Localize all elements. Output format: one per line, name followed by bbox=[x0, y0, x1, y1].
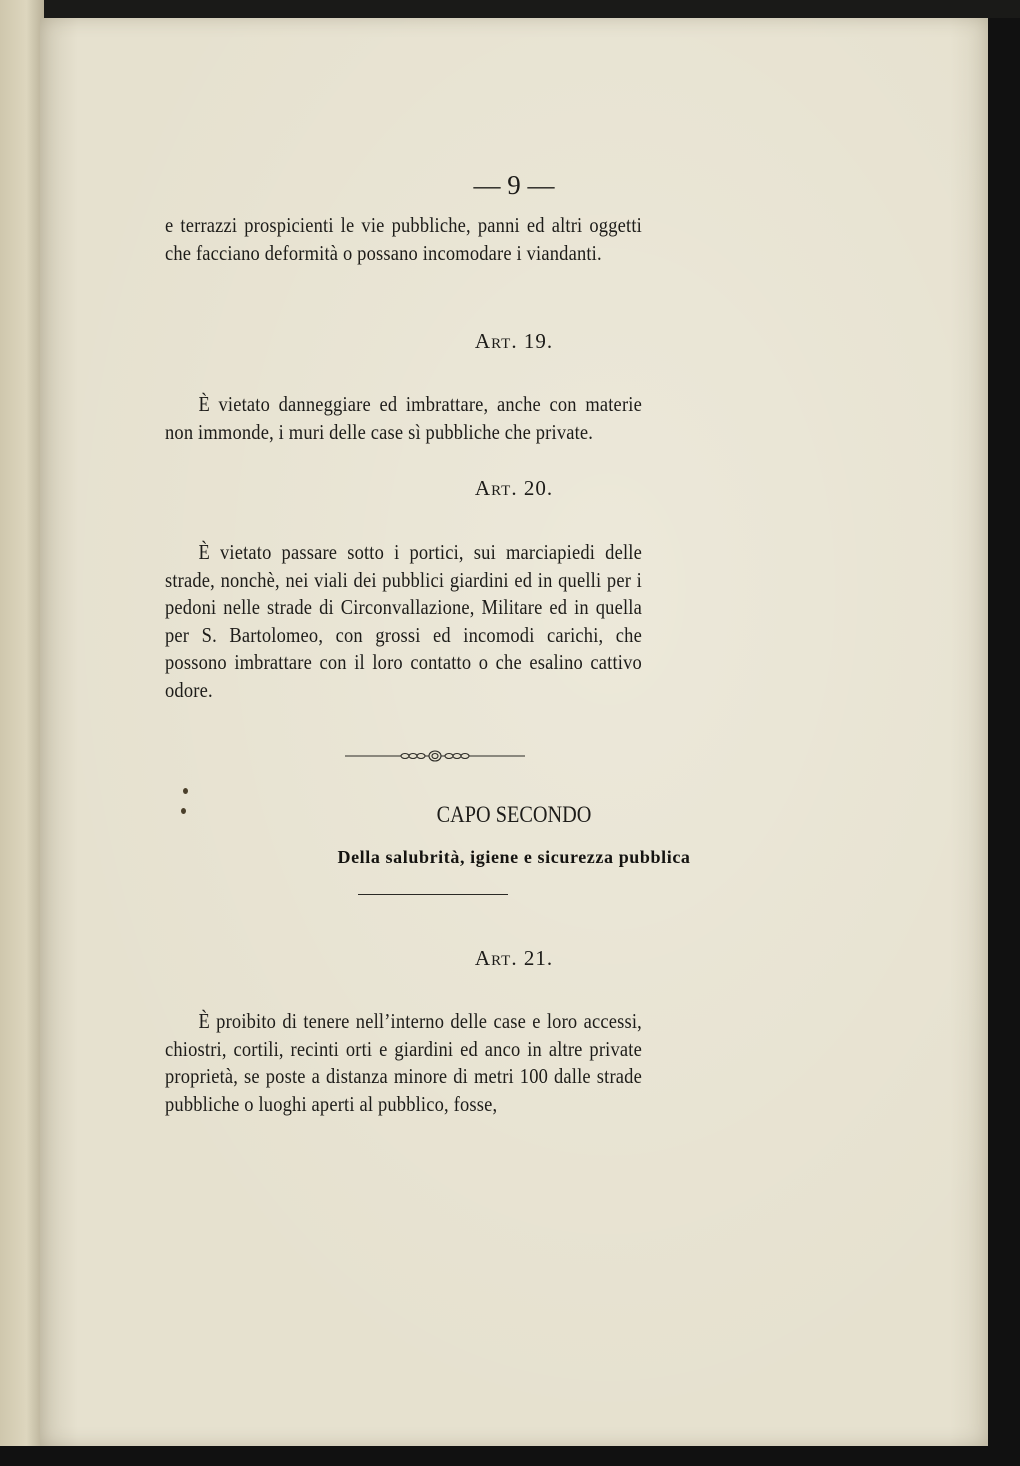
article-20-heading bbox=[40, 476, 988, 501]
page-number: — 9 — bbox=[473, 170, 555, 200]
scan-border-bottom bbox=[0, 1446, 1020, 1466]
continuation-text: e terrazzi prospicienti le vie pubbliche, panni ed altri oggetti che facciano deformità o possano incomodare i viandanti. bbox=[165, 213, 642, 265]
book-page bbox=[40, 18, 988, 1446]
continuation-paragraph bbox=[165, 212, 642, 267]
article-21-text: È proibito di tenere nell’interno delle case e loro accessi, chiostri, cortili, recinti orti e giardini ed anco in altre private proprietà, se poste a distanza minore di metri 100 dalle strade pubbliche o luoghi aperti al pubblico, fosse, bbox=[165, 1009, 642, 1116]
subtitle-rule bbox=[358, 894, 508, 895]
facing-page-edge bbox=[0, 0, 44, 1466]
article-19-paragraph bbox=[165, 391, 642, 446]
article-19-heading bbox=[40, 329, 988, 354]
article-20-text: È vietato passare sotto i portici, sui marciapiedi delle strade, nonchè, nei viali dei pubblici giardini ed in quelli per i pedoni nelle strade di Circonvallazione, Militare ed in quella per S. Bartolomeo, con grossi ed incomodi carichi, che possono imbrattare con il loro contatto o che esalino cattivo odore. bbox=[165, 540, 642, 702]
chapter-subtitle: Della salubrità, igiene e sicurezza pubblica bbox=[337, 847, 691, 867]
article-19-label: Art. 19. bbox=[474, 329, 554, 353]
article-19-text: È vietato danneggiare ed imbrattare, anche con materie non immonde, i muri delle case sì pubbliche che private. bbox=[165, 392, 642, 444]
article-20-label: Art. 20. bbox=[474, 476, 554, 500]
ornament-divider bbox=[345, 748, 525, 764]
article-21-paragraph bbox=[165, 1008, 642, 1118]
ink-speck bbox=[183, 788, 188, 794]
article-21-label: Art. 21. bbox=[474, 946, 554, 970]
article-21-heading bbox=[40, 946, 988, 971]
article-20-paragraph bbox=[165, 539, 642, 704]
chapter-title: CAPO SECONDO bbox=[436, 802, 592, 827]
scan-border-right bbox=[988, 18, 1020, 1446]
